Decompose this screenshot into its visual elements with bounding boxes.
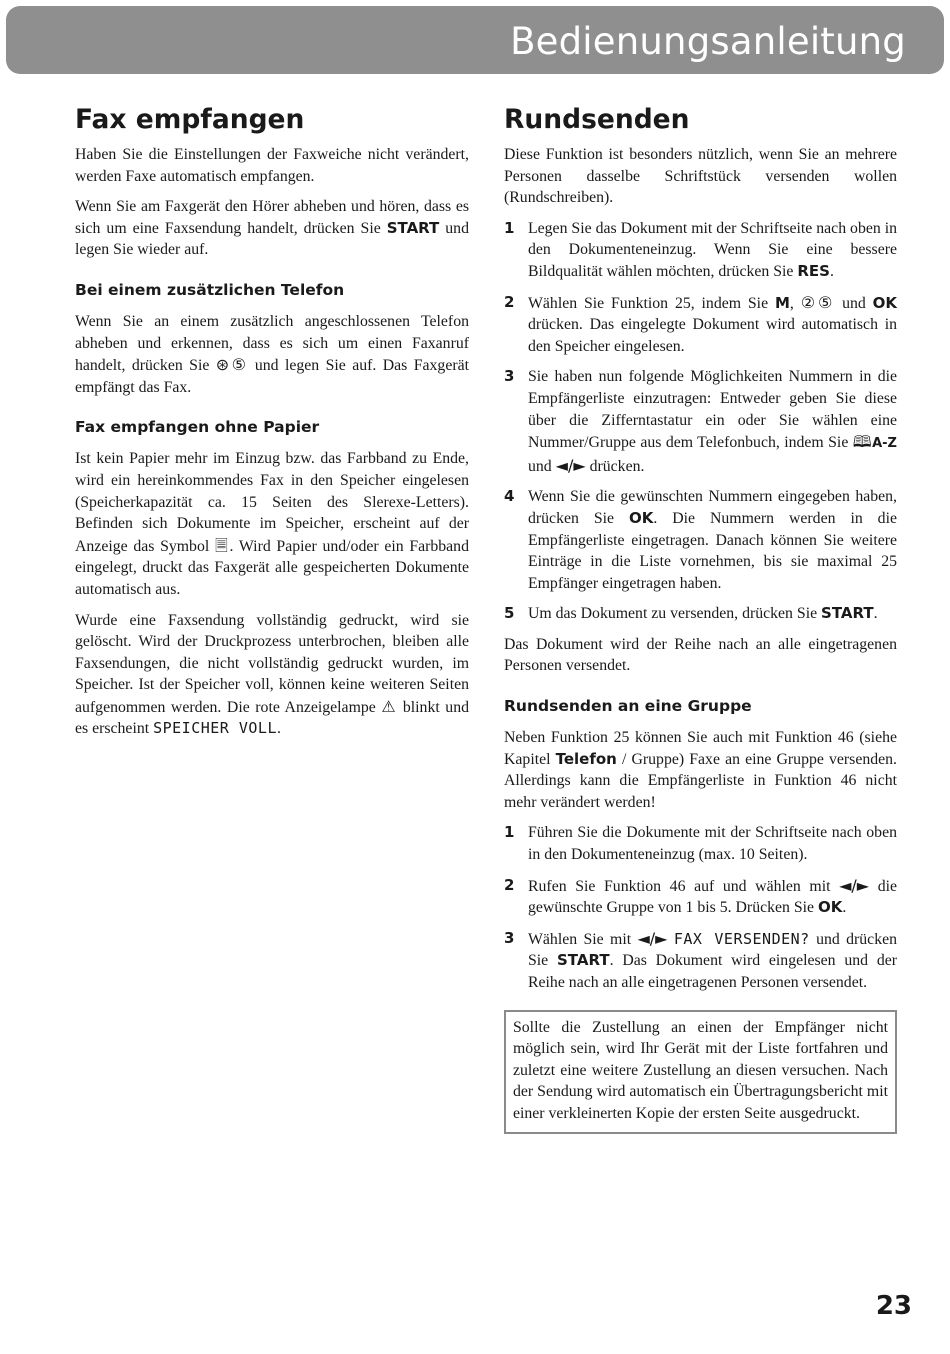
- text: .: [873, 605, 878, 623]
- paragraph-zusatztelefon: [75, 311, 469, 398]
- text: Sie haben nun folgende Möglichkeiten Nummern in die Empfängerliste einzutragen: Entweder geben Sie diese über die Zifferntastatur ein oder Sie wählen eine Nummer/Gruppe aus dem Telefonbuch, indem Sie: [528, 368, 897, 452]
- text: drücken.: [585, 457, 645, 475]
- text: . Die Nummern werden in die Empfängerliste eingetragen. Danach können Sie weitere Einträge in die Liste vornehmen, bis sie maximal 25 Empfänger eingetragen haben.: [528, 509, 897, 592]
- paragraph-rundsenden-intro: Diese Funktion ist besonders nützlich, wenn Sie an mehrere Personen dasselbe Schriftstück versenden wollen (Rundschreiben).: [504, 146, 897, 207]
- section-heading-fax-empfangen: Fax empfangen: [75, 104, 305, 135]
- step-text: [528, 928, 897, 994]
- step-number: 2: [504, 875, 515, 894]
- res-key-label: RES: [797, 261, 830, 280]
- text: und: [528, 457, 556, 475]
- text: .: [276, 720, 281, 738]
- list-item: [504, 486, 897, 594]
- paragraph-rundsenden-result: Das Dokument wird der Reihe nach an alle eingetragenen Personen versendet.: [504, 635, 897, 675]
- two-five-keys-icon: ②⑤: [800, 292, 836, 312]
- step-text: [528, 875, 897, 919]
- gruppe-steps: [504, 822, 897, 993]
- step-text: Führen Sie die Dokumente mit der Schriftseite nach oben in den Dokumenteneinzug (max. 10 Seiten).: [528, 824, 897, 864]
- step-text: [528, 603, 897, 625]
- step-text: [528, 292, 897, 358]
- ok-key-label: OK: [872, 293, 897, 312]
- text: Ist kein Papier mehr im Einzug bzw. das Farbband zu Ende, wird ein hereinkommendes Fax in den Speicher eingelesen (Speicherkapazität ca. 15 Seiten des Slerexe-Letters). Befinden sich Dokumente im Speicher, erscheint auf der Anzeige das Symbol: [75, 450, 469, 555]
- text: und: [835, 294, 873, 312]
- step-number: 1: [504, 218, 515, 237]
- text: Wählen Sie Funktion 25, indem Sie: [528, 294, 775, 312]
- text: Neben Funktion 25 können Sie auch mit Funktion 46 (siehe Kapitel: [504, 729, 897, 768]
- arrow-keys-icon: ◄/►: [555, 455, 586, 475]
- list-item: [504, 218, 897, 283]
- step-number: 5: [504, 604, 515, 623]
- start-key-label: START: [821, 604, 874, 623]
- text: Um das Dokument zu versenden, drücken Sie: [528, 605, 822, 623]
- ok-key-label: OK: [628, 508, 654, 527]
- warning-lamp-icon: ⚠: [381, 696, 398, 716]
- step-number: 4: [504, 487, 515, 506]
- text: drücken. Das eingelegte Dokument wird automatisch in den Speicher eingelesen.: [528, 316, 897, 355]
- header-title: Bedienungsanleitung: [510, 20, 906, 63]
- page-number: 23: [875, 1291, 912, 1321]
- lcd-text-fax-versenden: FAX VERSENDEN?: [673, 929, 810, 948]
- text: und legen Sie wieder auf.: [75, 219, 469, 259]
- text: / Gruppe) Faxe an eine Gruppe versenden. Allerdings kann die Empfängerliste in Funktion 46 nicht mehr verändert werden!: [504, 750, 897, 811]
- left-column: [75, 102, 469, 749]
- text: Wenn Sie am Faxgerät den Hörer abheben und hören, dass es sich um eine Faxsendung handelt, drücken Sie: [75, 198, 469, 237]
- list-item: [504, 366, 897, 477]
- text: ,: [789, 294, 801, 312]
- start-key-label: START: [556, 951, 610, 970]
- step-text: [528, 218, 897, 283]
- step-number: 2: [504, 292, 515, 311]
- paragraph-gruppe: [504, 727, 897, 813]
- arrow-keys-icon: ◄/►: [839, 875, 870, 895]
- text: . Wird Papier und/oder ein Farbband eingelegt, druckt das Faxgerät alle gespeicherten Dokumente automatisch aus.: [75, 537, 469, 598]
- text: Wurde eine Faxsendung vollständig gedruckt, wird sie gelöscht. Wird der Druckprozess unterbrochen, bleiben alle Faxsendungen, die nicht vollständig gedruckt wurden, im Speicher. Ist der Speicher voll, können keine weiteren Seiten aufgenommen werden. Die rote Anzeigelampe: [75, 611, 469, 716]
- m-key-label: M: [774, 293, 790, 312]
- text: .: [842, 899, 847, 917]
- paragraph-ohne-papier: [75, 448, 469, 600]
- text: und legen Sie auf. Das Faxgerät empfängt das Fax.: [75, 357, 469, 396]
- paragraph-speicher: [75, 610, 469, 741]
- section-heading-rundsenden: Rundsenden: [504, 104, 690, 135]
- ok-key-label: OK: [818, 898, 843, 917]
- subheading-ohne-papier: Fax empfangen ohne Papier: [75, 418, 320, 437]
- list-item: [504, 822, 897, 865]
- list-item: [504, 928, 897, 994]
- note-text: Sollte die Zustellung an einen der Empfänger nicht möglich sein, wird Ihr Gerät mit der Liste fortfahren und zuletzt eine weitere Zustellung an diesen versuchen. Nach der Sendung wird automatisch ein Übertragungsbericht mit einer verkleinerten Kopie der ersten Seite ausgedruckt.: [513, 1018, 888, 1122]
- start-key-label: START: [386, 218, 440, 237]
- text: Wenn Sie die gewünschten Nummern eingegeben haben, drücken Sie: [528, 488, 897, 527]
- header-bar: [6, 6, 944, 74]
- star-five-keys-icon: ⊛⑤: [215, 355, 249, 375]
- subheading-zusatztelefon: Bei einem zusätzlichen Telefon: [75, 280, 345, 299]
- list-item: [504, 875, 897, 919]
- step-text: [528, 366, 897, 477]
- phonebook-icon: 🕮: [852, 432, 873, 452]
- text: Legen Sie das Dokument mit der Schriftseite nach oben in den Dokumenteneinzug. Wenn Sie eine bessere Bildqualität wählen möchten, drücken Sie: [528, 219, 897, 280]
- paragraph-hoerer: [75, 196, 469, 261]
- text: Wenn Sie an einem zusätzlich angeschlossenen Telefon abheben und erkennen, dass es sich um einen Faxanruf handelt, drücken Sie: [75, 312, 469, 375]
- list-item: [504, 292, 897, 358]
- text: Wählen Sie mit: [528, 930, 638, 948]
- lcd-text-speicher-voll: SPEICHER VOLL: [153, 719, 277, 738]
- text: Rufen Sie Funktion 46 auf und wählen mit: [528, 877, 840, 895]
- list-item: [504, 603, 897, 625]
- telefon-chapter-label: Telefon: [555, 749, 617, 768]
- rundsenden-steps: [504, 218, 897, 625]
- right-column: [504, 102, 897, 1134]
- text: und drücken Sie: [528, 930, 898, 970]
- text: die gewünschte Gruppe von 1 bis 5. Drücken Sie: [528, 877, 897, 917]
- paragraph-intro: Haben Sie die Einstellungen der Faxweiche nicht verändert, werden Faxe automatisch empfangen.: [75, 146, 469, 185]
- step-text: [528, 486, 897, 594]
- document-memory-icon: 🗏: [214, 535, 230, 555]
- note-box: [504, 1010, 897, 1134]
- subheading-gruppe: Rundsenden an eine Gruppe: [504, 697, 752, 716]
- text: blinkt und es erscheint: [75, 698, 469, 738]
- step-number: 3: [504, 367, 515, 386]
- text: . Das Dokument wird eingelesen und der Reihe nach an alle eingetragenen Personen versendet.: [528, 952, 898, 991]
- step-number: 3: [504, 928, 515, 947]
- text: .: [829, 262, 834, 280]
- arrow-keys-icon: ◄/►: [637, 928, 668, 948]
- a-z-key-label: A-Z: [872, 436, 897, 452]
- step-number: 1: [504, 823, 515, 842]
